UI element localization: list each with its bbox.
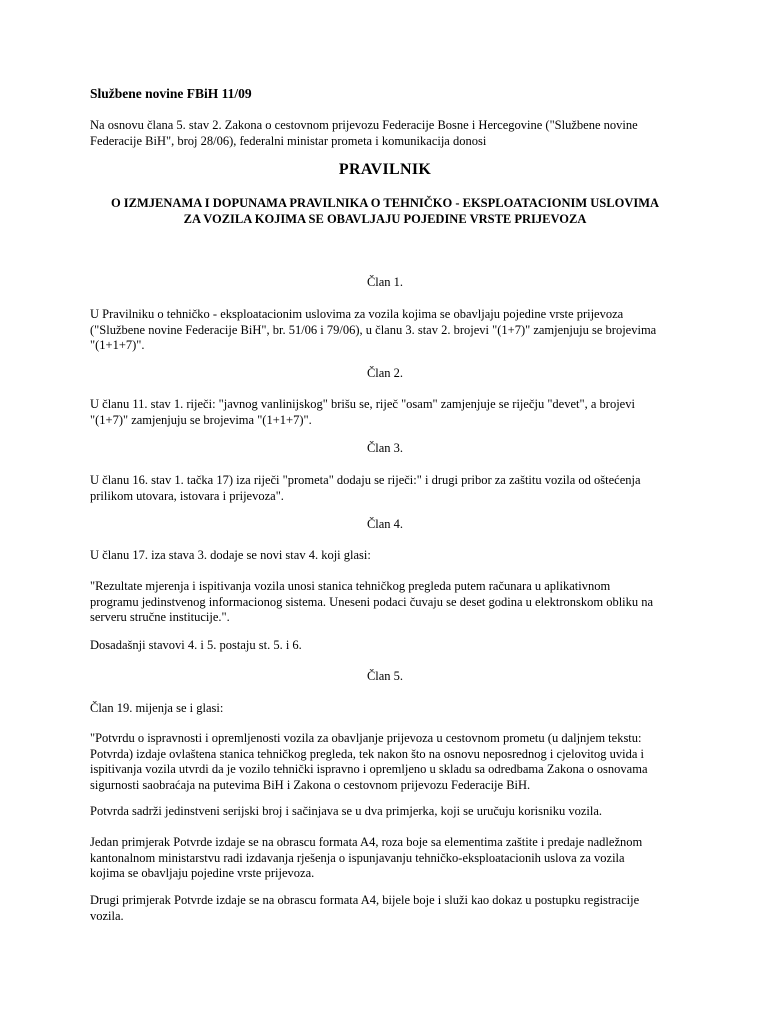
article-heading-5: Član 5. <box>366 669 404 683</box>
gazette-reference: Službene novine FBiH 11/09 <box>90 86 252 101</box>
paragraph-line: kantonalnom ministarstvu radi izdavanja rješenja o ispunjavanju tehničko-eksploatacionih uslova za vozila <box>90 850 625 865</box>
paragraph-line: ("Službene novine Federacije BiH", br. 51/06 i 79/06), u članu 3. stav 2. brojevi "(1+7)" zamjenjuju se brojevima <box>90 322 657 337</box>
paragraph-line: "(1+1+7)". <box>90 338 145 352</box>
paragraph-line: U članu 11. stav 1. riječi: "javnog vanlinijskog" brišu se, riječ "osam" zamjenjuje se riječju "devet", a brojevi <box>90 397 635 411</box>
paragraph-line: serveru stručne institucije.". <box>90 610 230 624</box>
article-5-paragraph-5 <box>90 893 680 924</box>
paragraph-line: Drugi primjerak Potvrde izdaje se na obrascu formata A4, bijele boje i služi kao dokaz u postupku registracije <box>90 893 640 907</box>
article-4-paragraph-1: U članu 17. iza stava 3. dodaje se novi stav 4. koji glasi: <box>90 548 371 562</box>
article-heading-1: Član 1. <box>366 275 404 289</box>
paragraph-line: ispitivanja vozila utvrdi da je vozilo tehnički ispravno i opremljeno u skladu sa odredbama Zakona o osnovama <box>90 762 648 776</box>
article-1-paragraph <box>90 307 680 354</box>
article-3-paragraph <box>90 473 680 504</box>
paragraph-line: U Pravilniku o tehničko - eksploatacionim uslovima za vozila kojima se obavljaju pojedine vrste prijevoza <box>90 307 624 321</box>
paragraph-line: Potvrda) izdaje ovlaštena stanica tehničkog pregleda, tek nakon što na osnovu neposrednog i cjelovitog uvida i <box>90 746 645 761</box>
paragraph-line: kojima se obavljaju pojedine vrste prijevoza. <box>90 866 315 880</box>
article-heading-4: Član 4. <box>366 517 404 531</box>
paragraph-line: prilikom utovara, istovara i prijevoza". <box>90 488 284 503</box>
article-heading-3: Član 3. <box>366 441 404 455</box>
subtitle-line: ZA VOZILA KOJIMA SE OBAVLJAJU POJEDINE VRSTE PRIJEVOZA <box>183 211 587 226</box>
article-2-paragraph <box>90 397 680 428</box>
subtitle-line: O IZMJENAMA I DOPUNAMA PRAVILNIKA O TEHNIČKO - EKSPLOATACIONIM USLOVIMA <box>110 196 660 210</box>
document-title: PRAVILNIK <box>338 161 432 178</box>
article-4-paragraph-3: Dosadašnji stavovi 4. i 5. postaju st. 5. i 6. <box>90 638 302 652</box>
article-5-paragraph-1: Član 19. mijenja se i glasi: <box>90 701 224 715</box>
intro-line: Federacije BiH", broj 28/06), federalni ministar prometa i komunikacija donosi <box>90 133 487 148</box>
article-5-paragraph-2 <box>90 731 680 793</box>
paragraph-line: "Rezultate mjerenja i ispitivanja vozila unosi stanica tehničkog pregleda putem računara u aplikativnom <box>90 579 611 593</box>
paragraph-line: "Potvrdu o ispravnosti i opremljenosti vozila za obavljanje prijevoza u cestovnom prometu (u daljnjem tekstu: <box>90 731 642 745</box>
article-heading-2: Član 2. <box>366 366 404 380</box>
document-subtitle <box>90 196 680 227</box>
paragraph-line: U članu 16. stav 1. tačka 17) iza riječi "prometa" dodaju se riječi:" i drugi pribor za zaštitu vozila od oštećenja <box>90 473 641 487</box>
intro-paragraph <box>90 118 680 149</box>
paragraph-line: programu jedinstvenog informacionog sistema. Uneseni podaci čuvaju se deset godina u elektronskom obliku na <box>90 594 654 609</box>
article-4-paragraph-2 <box>90 579 680 626</box>
intro-line: Na osnovu člana 5. stav 2. Zakona o cestovnom prijevozu Federacije Bosne i Hercegovine ("Službene novine <box>90 118 638 132</box>
paragraph-line: "(1+7)" zamjenjuju se brojevima "(1+1+7)". <box>90 412 312 427</box>
article-5-paragraph-4 <box>90 835 680 882</box>
article-5-paragraph-3: Potvrda sadrži jedinstveni serijski broj i sačinjava se u dva primjerka, koji se uručuju korisniku vozila. <box>90 804 603 818</box>
paragraph-line: sigurnosti saobraćaja na putevima BiH i Zakona o cestovnom prijevozu Federacije BiH. <box>90 777 531 792</box>
paragraph-line: Jedan primjerak Potvrde izdaje se na obrascu formata A4, roza boje sa elementima zaštite i predaje nadležnom <box>90 835 643 849</box>
paragraph-line: vozila. <box>90 908 124 923</box>
